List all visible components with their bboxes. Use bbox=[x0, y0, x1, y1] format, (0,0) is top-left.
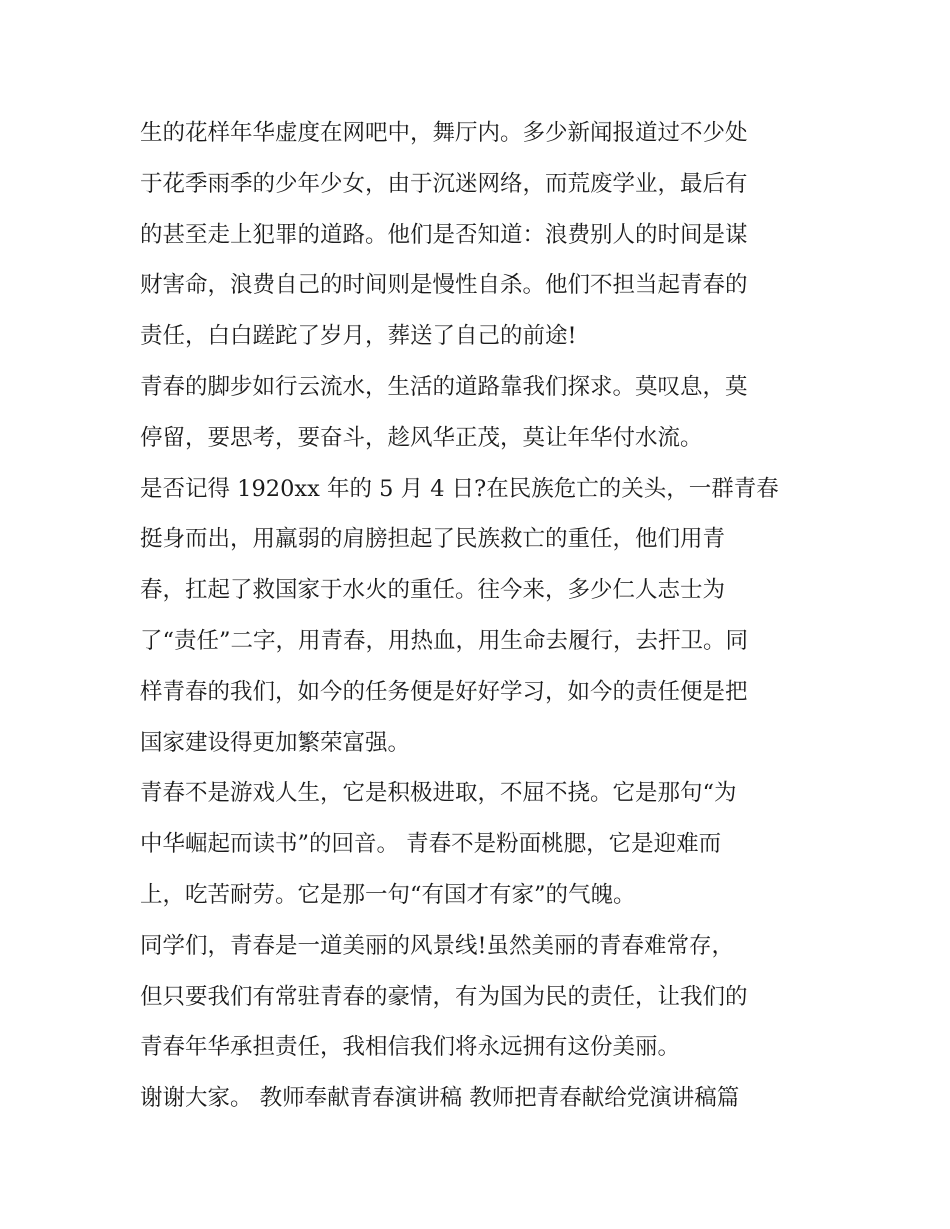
text-line: 国家建设得更加繁荣富强。 bbox=[140, 729, 411, 756]
text-line: 谢谢大家。 教师奉献青春演讲稿 教师把青春献给党演讲稿篇 bbox=[140, 1085, 740, 1112]
document-body-text bbox=[140, 108, 820, 1124]
text-line: 同学们，青春是一道美丽的风景线!虽然美丽的青春难常存， bbox=[140, 932, 735, 959]
text-line: 青春年华承担责任，我相信我们将永远拥有这份美丽。 bbox=[140, 1034, 681, 1061]
text-line: 是否记得 1920xx 年的 5 月 4 日?在民族危亡的关头，一群青春 bbox=[140, 475, 779, 502]
text-line: 财害命，浪费自己的时间则是慢性自杀。他们不担当起青春的 bbox=[140, 272, 748, 299]
text-line: 青春不是游戏人生，它是积极进取，不屈不挠。它是那句“为 bbox=[140, 780, 737, 807]
text-line: 生的花样年华虚度在网吧中，舞厅内。多少新闻报道过不少处 bbox=[140, 120, 748, 146]
text-line: 了“责任”二字，用青春，用热血，用生命去履行，去扞卫。同 bbox=[140, 627, 749, 654]
text-line: 停留，要思考，要奋斗，趁风华正茂，莫让年华付水流。 bbox=[140, 424, 703, 451]
text-line: 的甚至走上犯罪的道路。他们是否知道：浪费别人的时间是谋 bbox=[140, 221, 748, 248]
text-line: 上，吃苦耐劳。它是那一句“有国才有家”的气魄。 bbox=[140, 881, 636, 908]
text-line: 春，扛起了救国家于水火的重任。往今来，多少仁人志士为 bbox=[140, 577, 726, 604]
text-line: 中华崛起而读书”的回音。 青春不是粉面桃腮，它是迎难而 bbox=[140, 831, 722, 858]
text-line: 但只要我们有常驻青春的豪情，有为国为民的责任，让我们的 bbox=[140, 983, 748, 1010]
text-line: 挺身而出，用羸弱的肩膀担起了民族救亡的重任，他们用青 bbox=[140, 526, 726, 553]
text-line: 青春的脚步如行云流水，生活的道路靠我们探求。莫叹息，莫 bbox=[140, 373, 748, 400]
text-line: 责任，白白蹉跎了岁月，葬送了自己的前途! bbox=[140, 323, 577, 350]
text-line: 于花季雨季的少年少女，由于沉迷网络，而荒废学业，最后有 bbox=[140, 170, 748, 197]
text-line: 样青春的我们，如今的任务便是好好学习，如今的责任便是把 bbox=[140, 678, 748, 705]
